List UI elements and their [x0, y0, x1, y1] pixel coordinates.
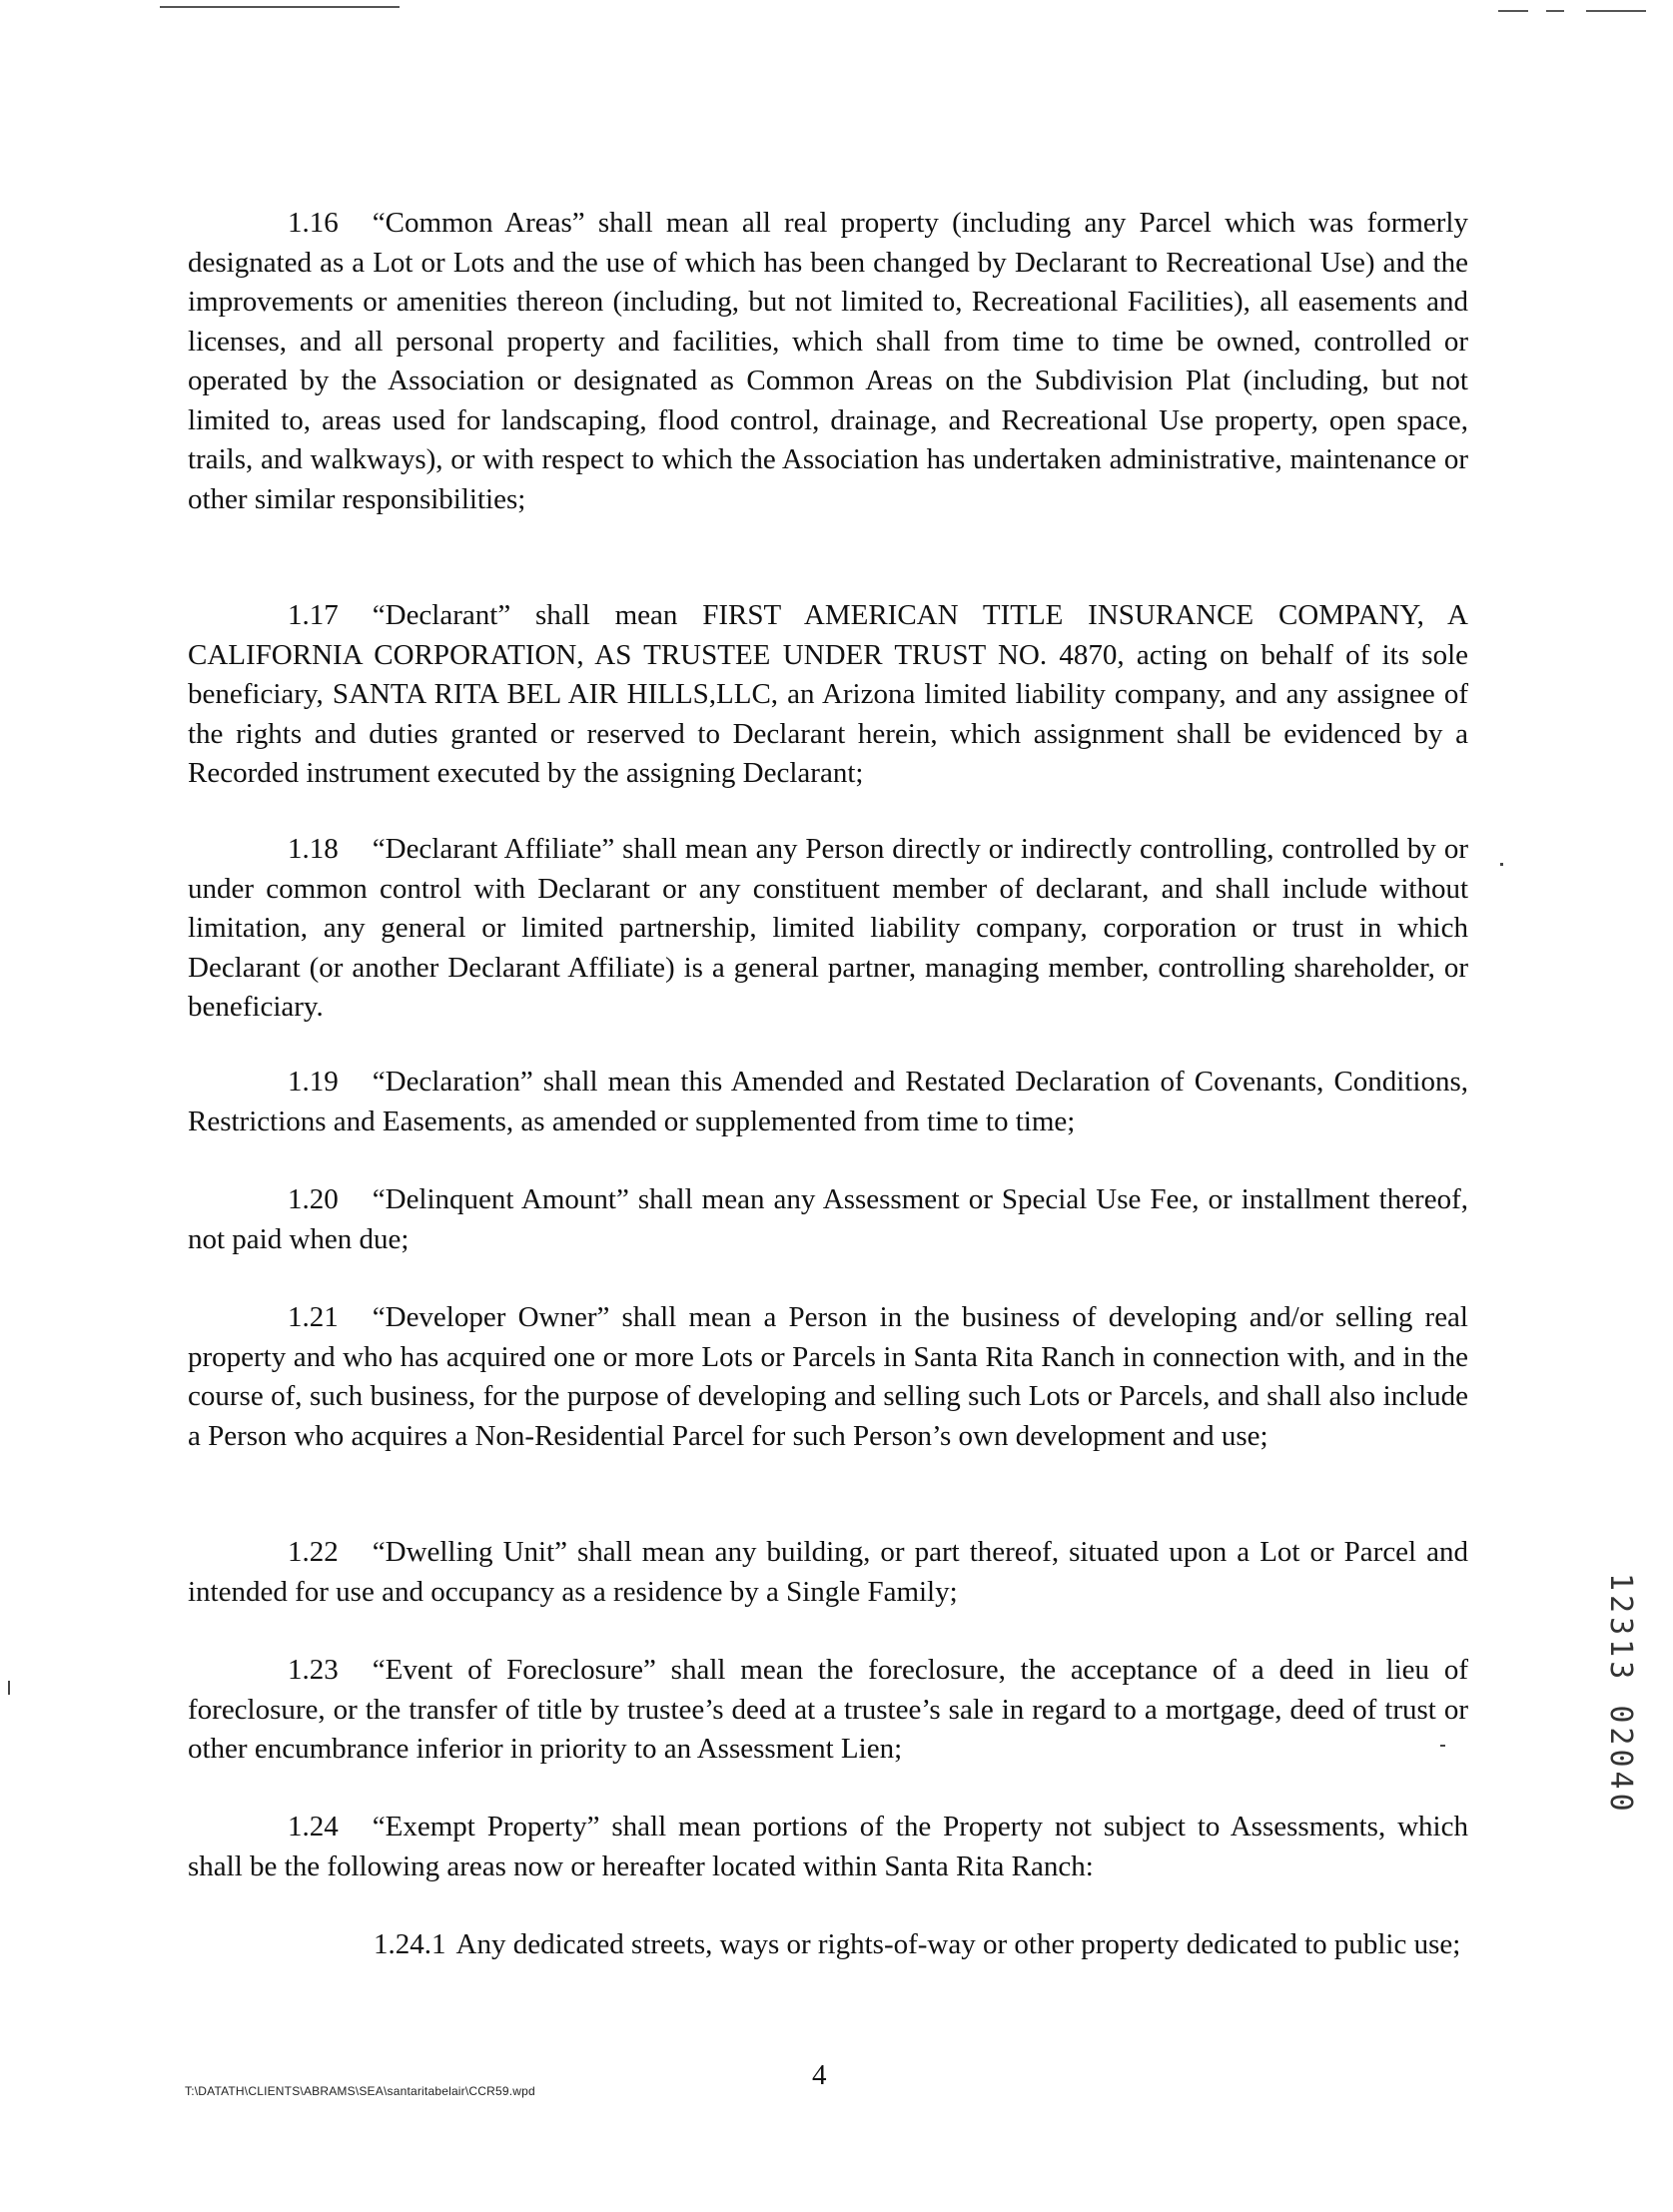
- definition-1-17: [188, 596, 1468, 794]
- definition-number: 1.21: [288, 1301, 339, 1333]
- definition-1-20: [188, 1180, 1468, 1259]
- definition-number: 1.16: [288, 207, 339, 239]
- page-number: 4: [812, 2059, 827, 2091]
- definition-text: “Event of Foreclosure” shall mean the foreclosure, the acceptance of a deed in lieu of foreclosure, or the transfer of title by trustee’s deed at a trustee’s sale in regard to a mortgage, deed of trust or other encumbrance inferior in priority to an Assessment Lien;: [188, 1654, 1468, 1765]
- scan-edge-mark: [1586, 10, 1646, 12]
- definition-number: 1.20: [288, 1183, 339, 1215]
- recording-stamp: 12313 02040: [1603, 1573, 1638, 1816]
- scan-edge-mark: [1498, 10, 1528, 12]
- scan-edge-mark: [1546, 10, 1564, 12]
- definition-text: “Declaration” shall mean this Amended and Restated Declaration of Covenants, Conditions, Restrictions and Easements, as amended or supplemented from time to time;: [188, 1066, 1468, 1137]
- definition-1-19: [188, 1063, 1468, 1141]
- definition-number: 1.19: [288, 1066, 339, 1098]
- definition-text: “Common Areas” shall mean all real property (including any Parcel which was formerly designated as a Lot or Lots and the use of which has been changed by Declarant to Recreational Use) and the improvements or amenities thereon (including, but not limited to, Recreational Facilities), all easements and licenses, and all personal property and facilities, which shall from time to time be owned, controlled or operated by the Association or designated as Common Areas on the Subdivision Plat (including, but not limited to, areas used for landscaping, flood control, drainage, and Recreational Use property, open space, trails, and walkways), or with respect to which the Association has undertaken administrative, maintenance or other similar responsibilities;: [188, 207, 1468, 515]
- definition-number: 1.24: [288, 1811, 339, 1843]
- definition-text: “Dwelling Unit” shall mean any building, or part thereof, situated upon a Lot or Parcel and intended for use and occupancy as a residence by a Single Family;: [188, 1536, 1468, 1608]
- definition-1-21: [188, 1298, 1468, 1456]
- definition-number: 1.24.1: [374, 1928, 446, 1960]
- definition-text: “Delinquent Amount” shall mean any Assessment or Special Use Fee, or installment thereof, not paid when due;: [188, 1183, 1468, 1255]
- definition-1-22: [188, 1533, 1468, 1612]
- definition-number: 1.17: [288, 599, 339, 631]
- definition-1-23: [188, 1651, 1468, 1770]
- file-path-footer: T:\DATATH\CLIENTS\ABRAMS\SEA\santaritabelair\CCR59.wpd: [185, 2084, 535, 2098]
- scan-edge-mark: [160, 6, 400, 8]
- definition-1-24-1: [188, 1925, 1468, 1965]
- definition-number: 1.23: [288, 1654, 339, 1686]
- scan-speck: [1500, 863, 1503, 866]
- scan-speck: [1440, 1745, 1445, 1747]
- definition-text: “Exempt Property” shall mean portions of the Property not subject to Assessments, which shall be the following areas now or hereafter located within Santa Rita Ranch:: [188, 1811, 1468, 1882]
- definition-text: “Declarant Affiliate” shall mean any Person directly or indirectly controlling, controlled by or under common control with Declarant or any constituent member of declarant, and shall include without limitation, any general or limited partnership, limited liability company, corporation or trust in which Declarant (or another Declarant Affiliate) is a general partner, managing member, controlling shareholder, or beneficiary.: [188, 833, 1468, 1023]
- definition-number: 1.18: [288, 833, 339, 865]
- definition-1-16: [188, 204, 1468, 519]
- definition-1-18: [188, 830, 1468, 1028]
- definition-text: Any dedicated streets, ways or rights-of-way or other property dedicated to public use;: [455, 1928, 1461, 1960]
- definition-text: “Declarant” shall mean FIRST AMERICAN TITLE INSURANCE COMPANY, A CALIFORNIA CORPORATION, AS TRUSTEE UNDER TRUST NO. 4870, acting on behalf of its sole beneficiary, SANTA RITA BEL AIR HILLS,LLC, an Arizona limited liability company, and any assignee of the rights and duties granted or reserved to Declarant herein, which assignment shall be evidenced by a Recorded instrument executed by the assigning Declarant;: [188, 599, 1468, 789]
- definition-number: 1.22: [288, 1536, 339, 1568]
- scan-speck: [8, 1681, 10, 1695]
- definition-1-24: [188, 1808, 1468, 1886]
- definition-text: “Developer Owner” shall mean a Person in the business of developing and/or selling real property and who has acquired one or more Lots or Parcels in Santa Rita Ranch in connection with, and in the course of, such business, for the purpose of developing and selling such Lots or Parcels, and shall also include a Person who acquires a Non-Residential Parcel for such Person’s own development and use;: [188, 1301, 1468, 1452]
